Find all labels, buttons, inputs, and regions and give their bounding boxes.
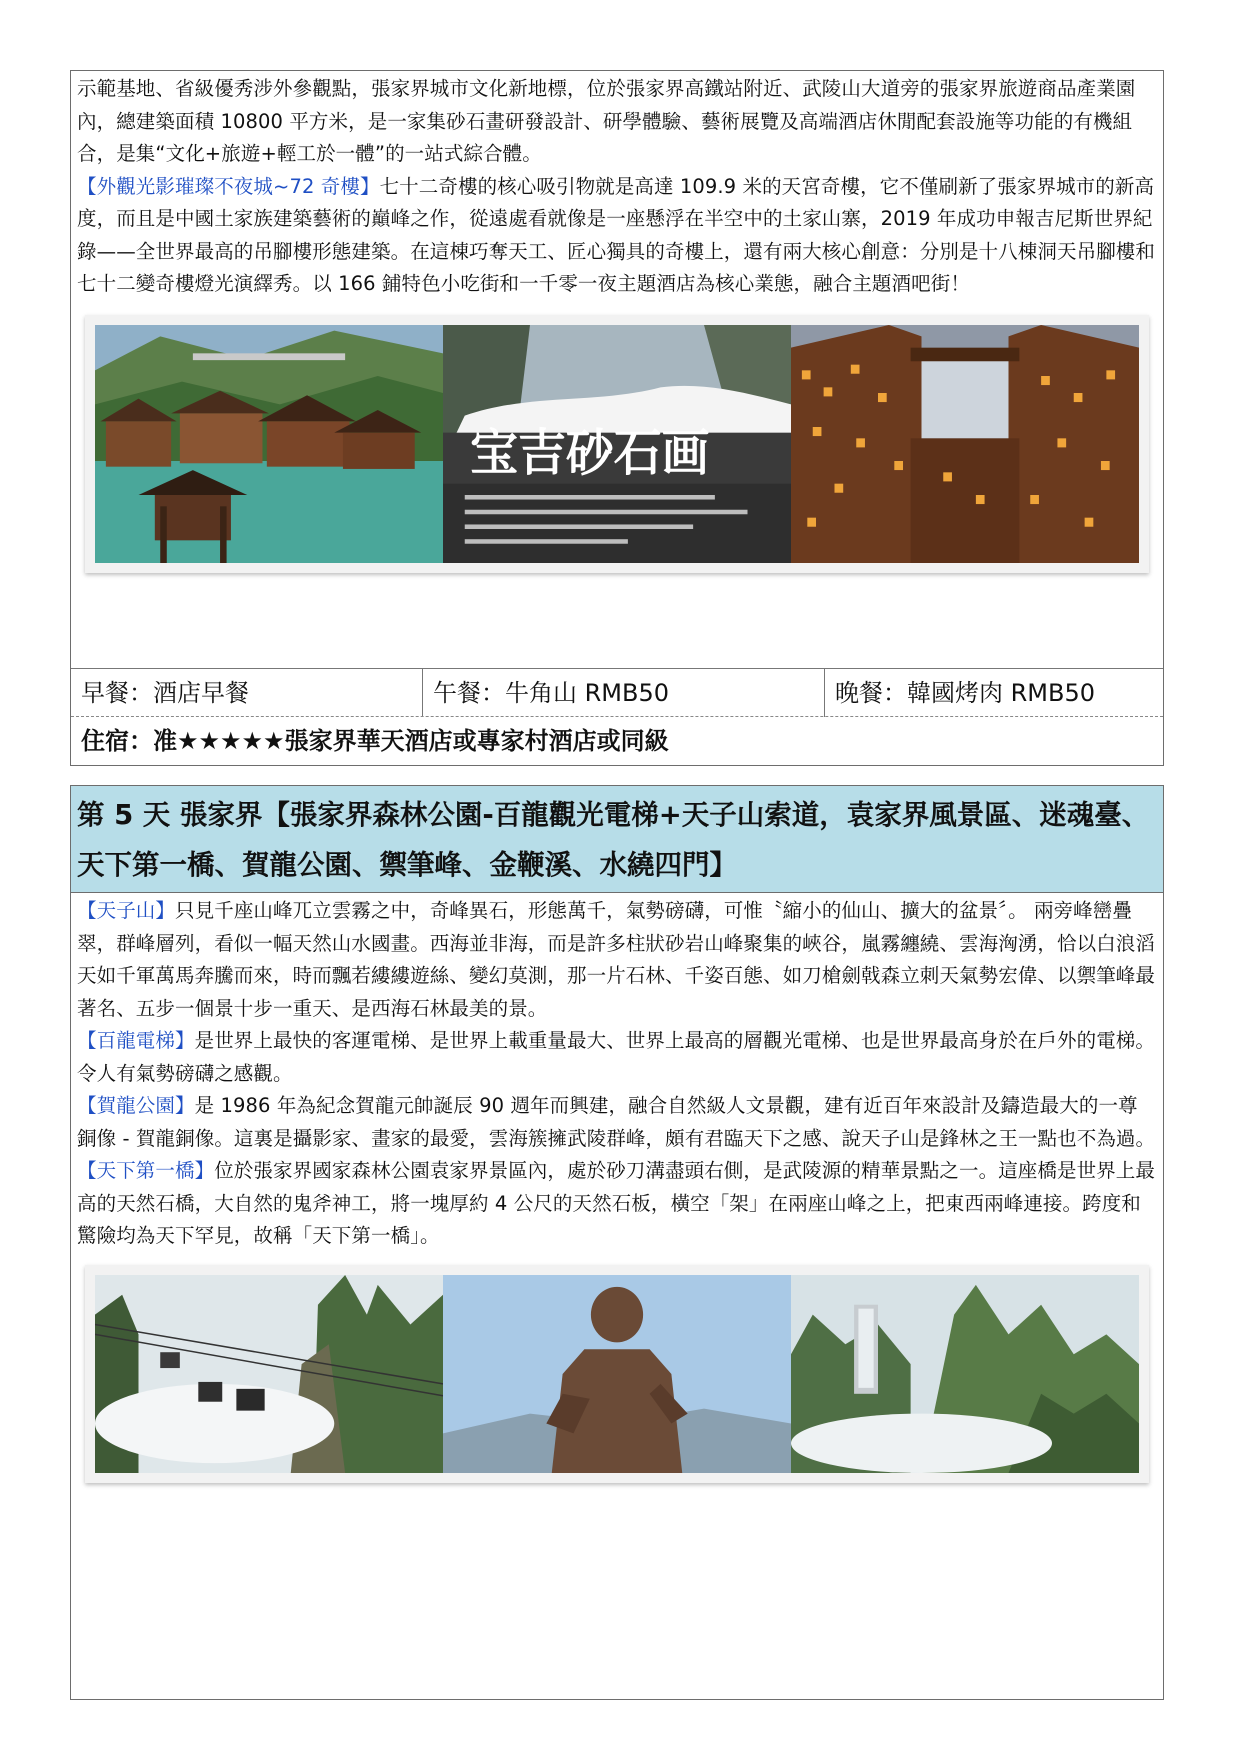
tianzishan-title: 【天子山】 (77, 899, 176, 922)
qilou-paragraph (71, 171, 1163, 301)
bridge-text: 位於張家界國家森林公園袁家界景區內，處於砂刀溝盡頭右側，是武陵源的精華景點之一。這座橋是世界上最高的天然石橋，大自然的鬼斧神工，將一塊厚約 4 公尺的天然石板，橫空「架」在兩座山峰之上，把東西兩峰連接。跨度和驚險均為天下罕見，故稱「天下第一橋」。 (77, 1159, 1156, 1247)
bridge-paragraph (71, 1155, 1163, 1253)
photo-bailong-elevator (791, 1275, 1139, 1473)
intro-text: 示範基地、省級優秀涉外參觀點，張家界城市文化新地標，位於張家界高鐵站附近、武陵山大道旁的張家界旅遊商品產業園內，總建築面積 10800 平方米，是一家集砂石畫研發設計、研學體驗、藝術展覽及高端酒店休閒配套設施等功能的有機組合，是集“文化+旅遊+輕工於一體”的一站式綜合體。 (77, 77, 1136, 165)
intro-paragraph (71, 71, 1163, 171)
photo-cable-car (95, 1275, 443, 1473)
tianzishan-text: 只見千座山峰兀立雲霧之中，奇峰異石，形態萬千，氣勢磅礴，可惟〝縮小的仙山、擴大的盆景〞。 兩旁峰巒疊翠，群峰層列，看似一幅天然山水國畫。西海並非海，而是許多柱狀砂岩山峰聚集的峽谷，嵐霧纏繞、雲海洶湧，恰以白浪滔天如千軍萬馬奔騰而來，時而飄若縷縷遊絲、變幻莫測，那一片石林、千姿百態、如刀槍劍戟森立刺天氣勢宏偉、以禦筆峰最著名、五步一個景十步一重天、是西海石林最美的景。 (77, 899, 1156, 1020)
bridge-title: 【天下第一橋】 (77, 1159, 215, 1182)
dinner-cell: 晚餐：韓國烤肉 RMB50 (835, 679, 1096, 707)
bailong-title: 【百龍電梯】 (77, 1029, 195, 1052)
bailong-text: 是世界上最快的客運電梯、是世界上載重量最大、世界上最高的層觀光電梯、也是世界最高身於在戶外的電梯。 令人有氣勢磅礴之感觀。 (77, 1029, 1156, 1085)
sign-lettering: 宝吉砂石画 (470, 423, 710, 482)
photo-strip-1 (85, 315, 1149, 573)
photo-sandstone-gallery-sign (443, 325, 791, 563)
helong-text: 是 1986 年為紀念賀龍元帥誕辰 90 週年而興建，融合自然級人文景觀，建有近百年來設計及鑄造最大的一尊銅像 - 賀龍銅像。這裏是攝影家、畫家的最愛，雲海簇擁武陵群峰，頗有君臨天下之感、說天子山是鋒林之王一點也不為過。 (77, 1094, 1156, 1150)
photo-tujia-village (95, 325, 443, 563)
bailong-paragraph (71, 1025, 1163, 1090)
photo-72-qilou-night (791, 325, 1139, 563)
lodging-row: 住宿：准★★★★★張家界華天酒店或專家村酒店或同級 (71, 716, 1163, 765)
breakfast-cell: 早餐：酒店早餐 (71, 669, 423, 717)
itinerary-section-day5 (70, 785, 1164, 1700)
day5-header: 第 5 天 張家界【張家界森林公園-百龍觀光電梯+天子山索道，袁家界風景區、迷魂臺、天下第一橋、賀龍公園、禦筆峰、金鞭溪、水繞四門】 (71, 786, 1163, 893)
helong-title: 【賀龍公園】 (77, 1094, 195, 1117)
itinerary-section-day4 (70, 70, 1164, 766)
lunch-cell: 午餐：牛角山 RMB50 (423, 669, 825, 717)
helong-paragraph (71, 1090, 1163, 1155)
photo-helong-statue (443, 1275, 791, 1473)
meals-row (71, 668, 1163, 717)
tianzishan-paragraph (71, 893, 1163, 1025)
qilou-text: 七十二奇樓的核心吸引物就是高達 109.9 米的天宮奇樓，它不僅刷新了張家界城市的新高度，而且是中國土家族建築藝術的巔峰之作，從遠處看就像是一座懸浮在半空中的土家山寨，2019 年成功申報吉尼斯世界紀錄——全世界最高的吊腳樓形態建築。在這棟巧奪天工、匠心獨具的奇樓上，還有兩大核心創意：分別是十八棟洞天吊腳樓和七十二變奇樓燈光演繹秀。以 166 鋪特色小吃街和一千零一夜主題酒店為核心業態，融合主題酒吧街！ (77, 174, 1156, 295)
photo-strip-2 (85, 1265, 1149, 1483)
qilou-title: 【外觀光影璀璨不夜城~72 奇樓】 (77, 174, 380, 198)
